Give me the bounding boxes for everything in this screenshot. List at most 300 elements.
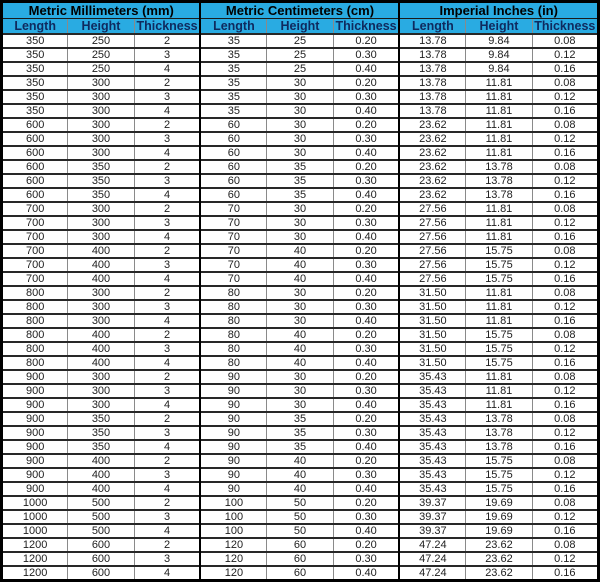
table-cell: 300	[68, 90, 134, 104]
table-cell: 0.12	[532, 300, 598, 314]
table-cell: 900	[2, 454, 68, 468]
table-cell: 600	[68, 552, 134, 566]
table-cell: 3	[134, 300, 200, 314]
table-cell: 0.16	[532, 146, 598, 160]
table-cell: 35.43	[399, 398, 465, 412]
table-cell: 4	[134, 440, 200, 454]
table-cell: 35	[200, 104, 266, 118]
table-cell: 800	[2, 314, 68, 328]
table-cell: 4	[134, 188, 200, 202]
table-cell: 39.37	[399, 510, 465, 524]
table-cell: 60	[200, 188, 266, 202]
table-cell: 500	[68, 510, 134, 524]
table-cell: 90	[200, 412, 266, 426]
table-cell: 31.50	[399, 286, 465, 300]
table-row	[2, 552, 599, 566]
table-cell: 400	[68, 356, 134, 370]
table-cell: 1000	[2, 510, 68, 524]
table-cell: 800	[2, 286, 68, 300]
table-row	[2, 272, 599, 286]
table-cell: 35.43	[399, 426, 465, 440]
table-cell: 350	[68, 440, 134, 454]
table-cell: 0.20	[333, 244, 399, 258]
table-cell: 0.20	[333, 76, 399, 90]
table-row	[2, 104, 599, 118]
table-row	[2, 468, 599, 482]
table-cell: 3	[134, 384, 200, 398]
table-cell: 23.62	[466, 566, 532, 581]
table-cell: 4	[134, 356, 200, 370]
table-cell: 25	[267, 34, 333, 48]
table-cell: 300	[68, 314, 134, 328]
table-cell: 13.78	[399, 62, 465, 76]
table-cell: 35	[267, 426, 333, 440]
table-cell: 1000	[2, 524, 68, 538]
table-cell: 0.30	[333, 48, 399, 62]
table-cell: 0.40	[333, 398, 399, 412]
table-cell: 11.81	[466, 370, 532, 384]
table-cell: 0.08	[532, 76, 598, 90]
table-row	[2, 370, 599, 384]
table-row	[2, 174, 599, 188]
table-cell: 0.12	[532, 426, 598, 440]
table-cell: 800	[2, 300, 68, 314]
table-row	[2, 538, 599, 552]
table-cell: 800	[2, 328, 68, 342]
table-cell: 30	[267, 118, 333, 132]
table-cell: 0.20	[333, 538, 399, 552]
table-cell: 35.43	[399, 482, 465, 496]
table-cell: 30	[267, 230, 333, 244]
table-cell: 11.81	[466, 146, 532, 160]
table-cell: 27.56	[399, 272, 465, 286]
table-cell: 9.84	[466, 34, 532, 48]
table-cell: 0.08	[532, 538, 598, 552]
table-cell: 35	[200, 76, 266, 90]
table-cell: 900	[2, 412, 68, 426]
table-cell: 11.81	[466, 104, 532, 118]
table-cell: 0.40	[333, 314, 399, 328]
table-cell: 3	[134, 174, 200, 188]
table-cell: 30	[267, 398, 333, 412]
table-cell: 15.75	[466, 244, 532, 258]
table-cell: 23.62	[466, 552, 532, 566]
table-cell: 4	[134, 62, 200, 76]
table-cell: 35.43	[399, 440, 465, 454]
table-cell: 0.16	[532, 524, 598, 538]
table-cell: 0.20	[333, 328, 399, 342]
table-cell: 400	[68, 328, 134, 342]
table-cell: 300	[68, 216, 134, 230]
table-cell: 300	[68, 370, 134, 384]
table-cell: 2	[134, 454, 200, 468]
table-cell: 15.75	[466, 328, 532, 342]
table-cell: 250	[68, 34, 134, 48]
column-header-row	[2, 19, 599, 35]
table-cell: 25	[267, 62, 333, 76]
table-cell: 120	[200, 538, 266, 552]
table-cell: 600	[2, 146, 68, 160]
table-cell: 0.40	[333, 482, 399, 496]
table-cell: 0.12	[532, 48, 598, 62]
table-cell: 1200	[2, 552, 68, 566]
table-cell: 0.08	[532, 202, 598, 216]
table-cell: 0.12	[532, 174, 598, 188]
table-cell: 350	[68, 188, 134, 202]
table-cell: 2	[134, 286, 200, 300]
section-title-imperial-in: Imperial Inches (in)	[399, 2, 598, 19]
table-cell: 300	[68, 300, 134, 314]
table-cell: 27.56	[399, 202, 465, 216]
table-cell: 900	[2, 468, 68, 482]
table-cell: 700	[2, 244, 68, 258]
table-cell: 0.40	[333, 230, 399, 244]
table-cell: 35	[267, 412, 333, 426]
table-cell: 11.81	[466, 118, 532, 132]
column-header-mm-thickness: Thickness	[134, 19, 200, 35]
table-cell: 3	[134, 468, 200, 482]
table-row	[2, 132, 599, 146]
table-row	[2, 90, 599, 104]
table-cell: 0.20	[333, 34, 399, 48]
table-cell: 300	[68, 230, 134, 244]
table-cell: 800	[2, 342, 68, 356]
table-cell: 0.16	[532, 104, 598, 118]
table-cell: 11.81	[466, 132, 532, 146]
table-cell: 0.40	[333, 104, 399, 118]
table-cell: 30	[267, 300, 333, 314]
table-cell: 120	[200, 566, 266, 581]
table-cell: 350	[2, 62, 68, 76]
table-cell: 400	[68, 272, 134, 286]
table-cell: 100	[200, 496, 266, 510]
table-cell: 40	[267, 272, 333, 286]
table-cell: 2	[134, 328, 200, 342]
table-cell: 0.20	[333, 160, 399, 174]
table-cell: 19.69	[466, 496, 532, 510]
table-cell: 70	[200, 202, 266, 216]
table-cell: 900	[2, 426, 68, 440]
table-row	[2, 160, 599, 174]
table-row	[2, 258, 599, 272]
table-cell: 900	[2, 440, 68, 454]
table-row	[2, 510, 599, 524]
table-cell: 15.75	[466, 468, 532, 482]
table-cell: 60	[200, 118, 266, 132]
table-cell: 0.16	[532, 440, 598, 454]
table-cell: 0.40	[333, 356, 399, 370]
table-cell: 0.12	[532, 342, 598, 356]
table-row	[2, 524, 599, 538]
table-cell: 300	[68, 132, 134, 146]
table-cell: 27.56	[399, 258, 465, 272]
column-header-mm-height: Height	[68, 19, 134, 35]
table-cell: 0.08	[532, 34, 598, 48]
table-cell: 400	[68, 482, 134, 496]
table-cell: 31.50	[399, 328, 465, 342]
table-cell: 13.78	[466, 188, 532, 202]
table-cell: 400	[68, 258, 134, 272]
table-row	[2, 76, 599, 90]
table-row	[2, 62, 599, 76]
table-cell: 40	[267, 328, 333, 342]
table-cell: 3	[134, 132, 200, 146]
table-row	[2, 454, 599, 468]
table-cell: 0.12	[532, 552, 598, 566]
table-cell: 0.20	[333, 412, 399, 426]
table-cell: 100	[200, 524, 266, 538]
table-cell: 700	[2, 272, 68, 286]
table-cell: 31.50	[399, 342, 465, 356]
table-row	[2, 496, 599, 510]
table-row	[2, 48, 599, 62]
table-cell: 35.43	[399, 384, 465, 398]
table-cell: 600	[2, 118, 68, 132]
table-cell: 23.62	[466, 538, 532, 552]
table-cell: 0.08	[532, 328, 598, 342]
section-title-row	[2, 2, 599, 19]
table-cell: 30	[267, 384, 333, 398]
column-header-mm-length: Length	[2, 19, 68, 35]
table-cell: 100	[200, 510, 266, 524]
table-cell: 0.08	[532, 454, 598, 468]
table-cell: 90	[200, 468, 266, 482]
table-cell: 13.78	[399, 90, 465, 104]
table-cell: 400	[68, 244, 134, 258]
table-cell: 70	[200, 216, 266, 230]
table-cell: 0.08	[532, 244, 598, 258]
table-cell: 2	[134, 76, 200, 90]
table-row	[2, 342, 599, 356]
table-cell: 500	[68, 524, 134, 538]
table-cell: 120	[200, 552, 266, 566]
table-cell: 0.08	[532, 286, 598, 300]
table-cell: 300	[68, 398, 134, 412]
table-cell: 40	[267, 342, 333, 356]
table-cell: 2	[134, 118, 200, 132]
table-cell: 50	[267, 496, 333, 510]
table-cell: 40	[267, 454, 333, 468]
table-cell: 0.20	[333, 202, 399, 216]
table-cell: 3	[134, 216, 200, 230]
table-cell: 350	[2, 76, 68, 90]
table-cell: 4	[134, 314, 200, 328]
table-cell: 23.62	[399, 146, 465, 160]
table-cell: 40	[267, 482, 333, 496]
table-row	[2, 286, 599, 300]
table-row	[2, 412, 599, 426]
table-cell: 700	[2, 230, 68, 244]
table-cell: 0.30	[333, 342, 399, 356]
table-cell: 11.81	[466, 286, 532, 300]
table-cell: 0.30	[333, 258, 399, 272]
table-cell: 80	[200, 342, 266, 356]
table-cell: 11.81	[466, 90, 532, 104]
table-cell: 9.84	[466, 48, 532, 62]
table-cell: 60	[267, 538, 333, 552]
table-row	[2, 384, 599, 398]
table-cell: 350	[2, 104, 68, 118]
table-cell: 15.75	[466, 258, 532, 272]
table-cell: 600	[2, 160, 68, 174]
table-cell: 30	[267, 76, 333, 90]
table-cell: 700	[2, 202, 68, 216]
table-cell: 0.30	[333, 216, 399, 230]
table-cell: 0.16	[532, 62, 598, 76]
table-cell: 15.75	[466, 272, 532, 286]
table-cell: 500	[68, 496, 134, 510]
table-cell: 13.78	[466, 160, 532, 174]
table-cell: 600	[2, 174, 68, 188]
column-header-in-thickness: Thickness	[532, 19, 598, 35]
table-cell: 0.40	[333, 188, 399, 202]
table-cell: 350	[2, 48, 68, 62]
table-cell: 900	[2, 482, 68, 496]
table-cell: 3	[134, 342, 200, 356]
table-cell: 11.81	[466, 76, 532, 90]
table-cell: 0.16	[532, 230, 598, 244]
table-cell: 50	[267, 524, 333, 538]
table-cell: 0.16	[532, 482, 598, 496]
table-cell: 0.30	[333, 468, 399, 482]
table-cell: 90	[200, 440, 266, 454]
table-cell: 80	[200, 300, 266, 314]
table-cell: 0.30	[333, 384, 399, 398]
table-cell: 80	[200, 356, 266, 370]
table-cell: 70	[200, 230, 266, 244]
table-cell: 70	[200, 258, 266, 272]
table-cell: 4	[134, 566, 200, 581]
table-cell: 0.30	[333, 174, 399, 188]
table-cell: 60	[267, 552, 333, 566]
table-cell: 30	[267, 132, 333, 146]
table-cell: 0.12	[532, 384, 598, 398]
table-cell: 11.81	[466, 314, 532, 328]
table-cell: 0.12	[532, 132, 598, 146]
table-cell: 40	[267, 244, 333, 258]
table-cell: 23.62	[399, 188, 465, 202]
table-cell: 11.81	[466, 230, 532, 244]
table-cell: 0.20	[333, 118, 399, 132]
table-cell: 50	[267, 510, 333, 524]
table-cell: 3	[134, 552, 200, 566]
table-cell: 13.78	[399, 104, 465, 118]
table-cell: 31.50	[399, 356, 465, 370]
table-cell: 0.12	[532, 90, 598, 104]
table-header	[2, 2, 599, 35]
table-cell: 2	[134, 496, 200, 510]
table-cell: 15.75	[466, 454, 532, 468]
table-cell: 13.78	[399, 48, 465, 62]
table-cell: 47.24	[399, 552, 465, 566]
table-cell: 300	[68, 286, 134, 300]
table-row	[2, 146, 599, 160]
table-cell: 0.16	[532, 398, 598, 412]
table-cell: 350	[2, 90, 68, 104]
table-cell: 30	[267, 146, 333, 160]
table-cell: 30	[267, 202, 333, 216]
table-cell: 11.81	[466, 202, 532, 216]
table-cell: 0.40	[333, 524, 399, 538]
table-cell: 35	[200, 62, 266, 76]
table-body	[2, 34, 599, 581]
table-row	[2, 482, 599, 496]
table-row	[2, 300, 599, 314]
table-cell: 300	[68, 146, 134, 160]
section-title-metric-cm: Metric Centimeters (cm)	[200, 2, 399, 19]
table-cell: 25	[267, 48, 333, 62]
table-cell: 0.16	[532, 314, 598, 328]
table-cell: 0.30	[333, 132, 399, 146]
table-cell: 600	[2, 188, 68, 202]
table-cell: 300	[68, 384, 134, 398]
table-cell: 0.16	[532, 188, 598, 202]
table-cell: 4	[134, 146, 200, 160]
table-cell: 2	[134, 412, 200, 426]
table-cell: 40	[267, 468, 333, 482]
table-cell: 9.84	[466, 62, 532, 76]
table-cell: 31.50	[399, 314, 465, 328]
table-cell: 0.30	[333, 510, 399, 524]
table-cell: 300	[68, 202, 134, 216]
table-cell: 2	[134, 244, 200, 258]
table-row	[2, 328, 599, 342]
table-cell: 11.81	[466, 384, 532, 398]
table-cell: 0.30	[333, 90, 399, 104]
table-cell: 0.40	[333, 272, 399, 286]
table-cell: 23.62	[399, 174, 465, 188]
table-cell: 400	[68, 342, 134, 356]
table-cell: 900	[2, 398, 68, 412]
table-cell: 600	[68, 538, 134, 552]
table-cell: 0.08	[532, 160, 598, 174]
table-cell: 0.12	[532, 468, 598, 482]
table-cell: 0.20	[333, 370, 399, 384]
table-row	[2, 440, 599, 454]
table-row	[2, 34, 599, 48]
table-cell: 3	[134, 426, 200, 440]
table-cell: 0.20	[333, 454, 399, 468]
table-cell: 350	[68, 426, 134, 440]
column-header-cm-length: Length	[200, 19, 266, 35]
column-header-in-height: Height	[466, 19, 532, 35]
table-cell: 30	[267, 370, 333, 384]
table-cell: 300	[68, 104, 134, 118]
table-cell: 35.43	[399, 468, 465, 482]
table-cell: 35	[200, 34, 266, 48]
table-cell: 13.78	[466, 440, 532, 454]
table-cell: 2	[134, 34, 200, 48]
table-cell: 2	[134, 202, 200, 216]
table-cell: 0.30	[333, 426, 399, 440]
table-cell: 80	[200, 328, 266, 342]
table-cell: 47.24	[399, 566, 465, 581]
table-cell: 0.16	[532, 356, 598, 370]
table-cell: 30	[267, 104, 333, 118]
table-cell: 30	[267, 286, 333, 300]
table-row	[2, 426, 599, 440]
table-cell: 4	[134, 104, 200, 118]
table-cell: 35	[267, 160, 333, 174]
table-cell: 3	[134, 258, 200, 272]
table-cell: 90	[200, 482, 266, 496]
table-cell: 80	[200, 314, 266, 328]
table-cell: 1200	[2, 566, 68, 581]
table-cell: 250	[68, 48, 134, 62]
table-cell: 70	[200, 272, 266, 286]
table-row	[2, 314, 599, 328]
table-cell: 700	[2, 258, 68, 272]
